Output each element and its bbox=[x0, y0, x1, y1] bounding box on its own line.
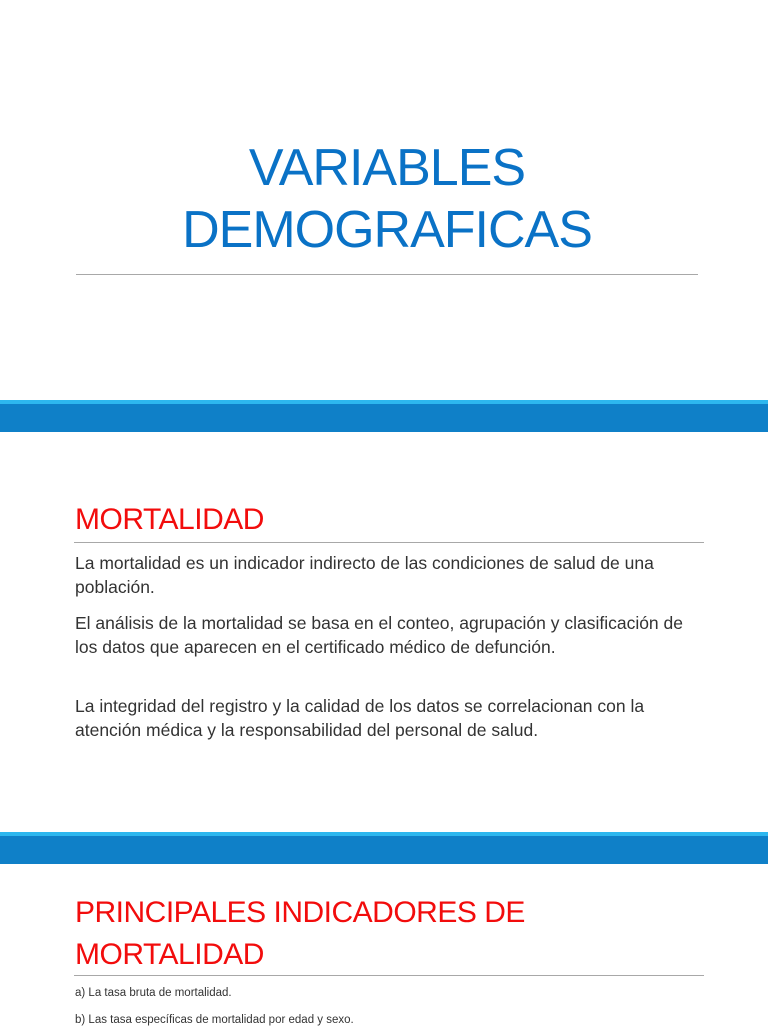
heading-line-2: MORTALIDAD bbox=[75, 938, 264, 971]
page-title bbox=[76, 137, 698, 261]
paragraph: La integridad del registro y la calidad de los datos se correlacionan con la atención médica y la responsabilidad del personal de salud. bbox=[75, 696, 645, 740]
slide-mortalidad bbox=[0, 432, 768, 832]
title-line-1: VARIABLES bbox=[248, 139, 526, 197]
list-item: a) La tasa bruta de mortalidad. bbox=[75, 987, 232, 999]
slide-separator-band bbox=[0, 400, 768, 432]
heading-line-1: PRINCIPALES INDICADORES DE bbox=[75, 896, 525, 929]
section-heading: MORTALIDAD bbox=[75, 503, 264, 536]
title-line-2: DEMOGRAFICAS bbox=[182, 201, 592, 259]
slide-indicadores bbox=[0, 864, 768, 1024]
slide-separator-band bbox=[0, 832, 768, 864]
slide-title bbox=[0, 0, 768, 400]
list-item: b) Las tasa específicas de mortalidad por edad y sexo. bbox=[75, 1014, 354, 1026]
section-heading bbox=[75, 892, 705, 976]
band-fill bbox=[0, 836, 768, 864]
title-divider bbox=[76, 274, 698, 275]
paragraph: El análisis de la mortalidad se basa en el conteo, agrupación y clasificación de los datos que aparecen en el certificado médico de defunción. bbox=[75, 613, 683, 657]
paragraph: La mortalidad es un indicador indirecto de las condiciones de salud de una población. bbox=[75, 553, 654, 597]
heading-divider bbox=[74, 975, 704, 976]
band-fill bbox=[0, 404, 768, 432]
heading-divider bbox=[74, 542, 704, 543]
